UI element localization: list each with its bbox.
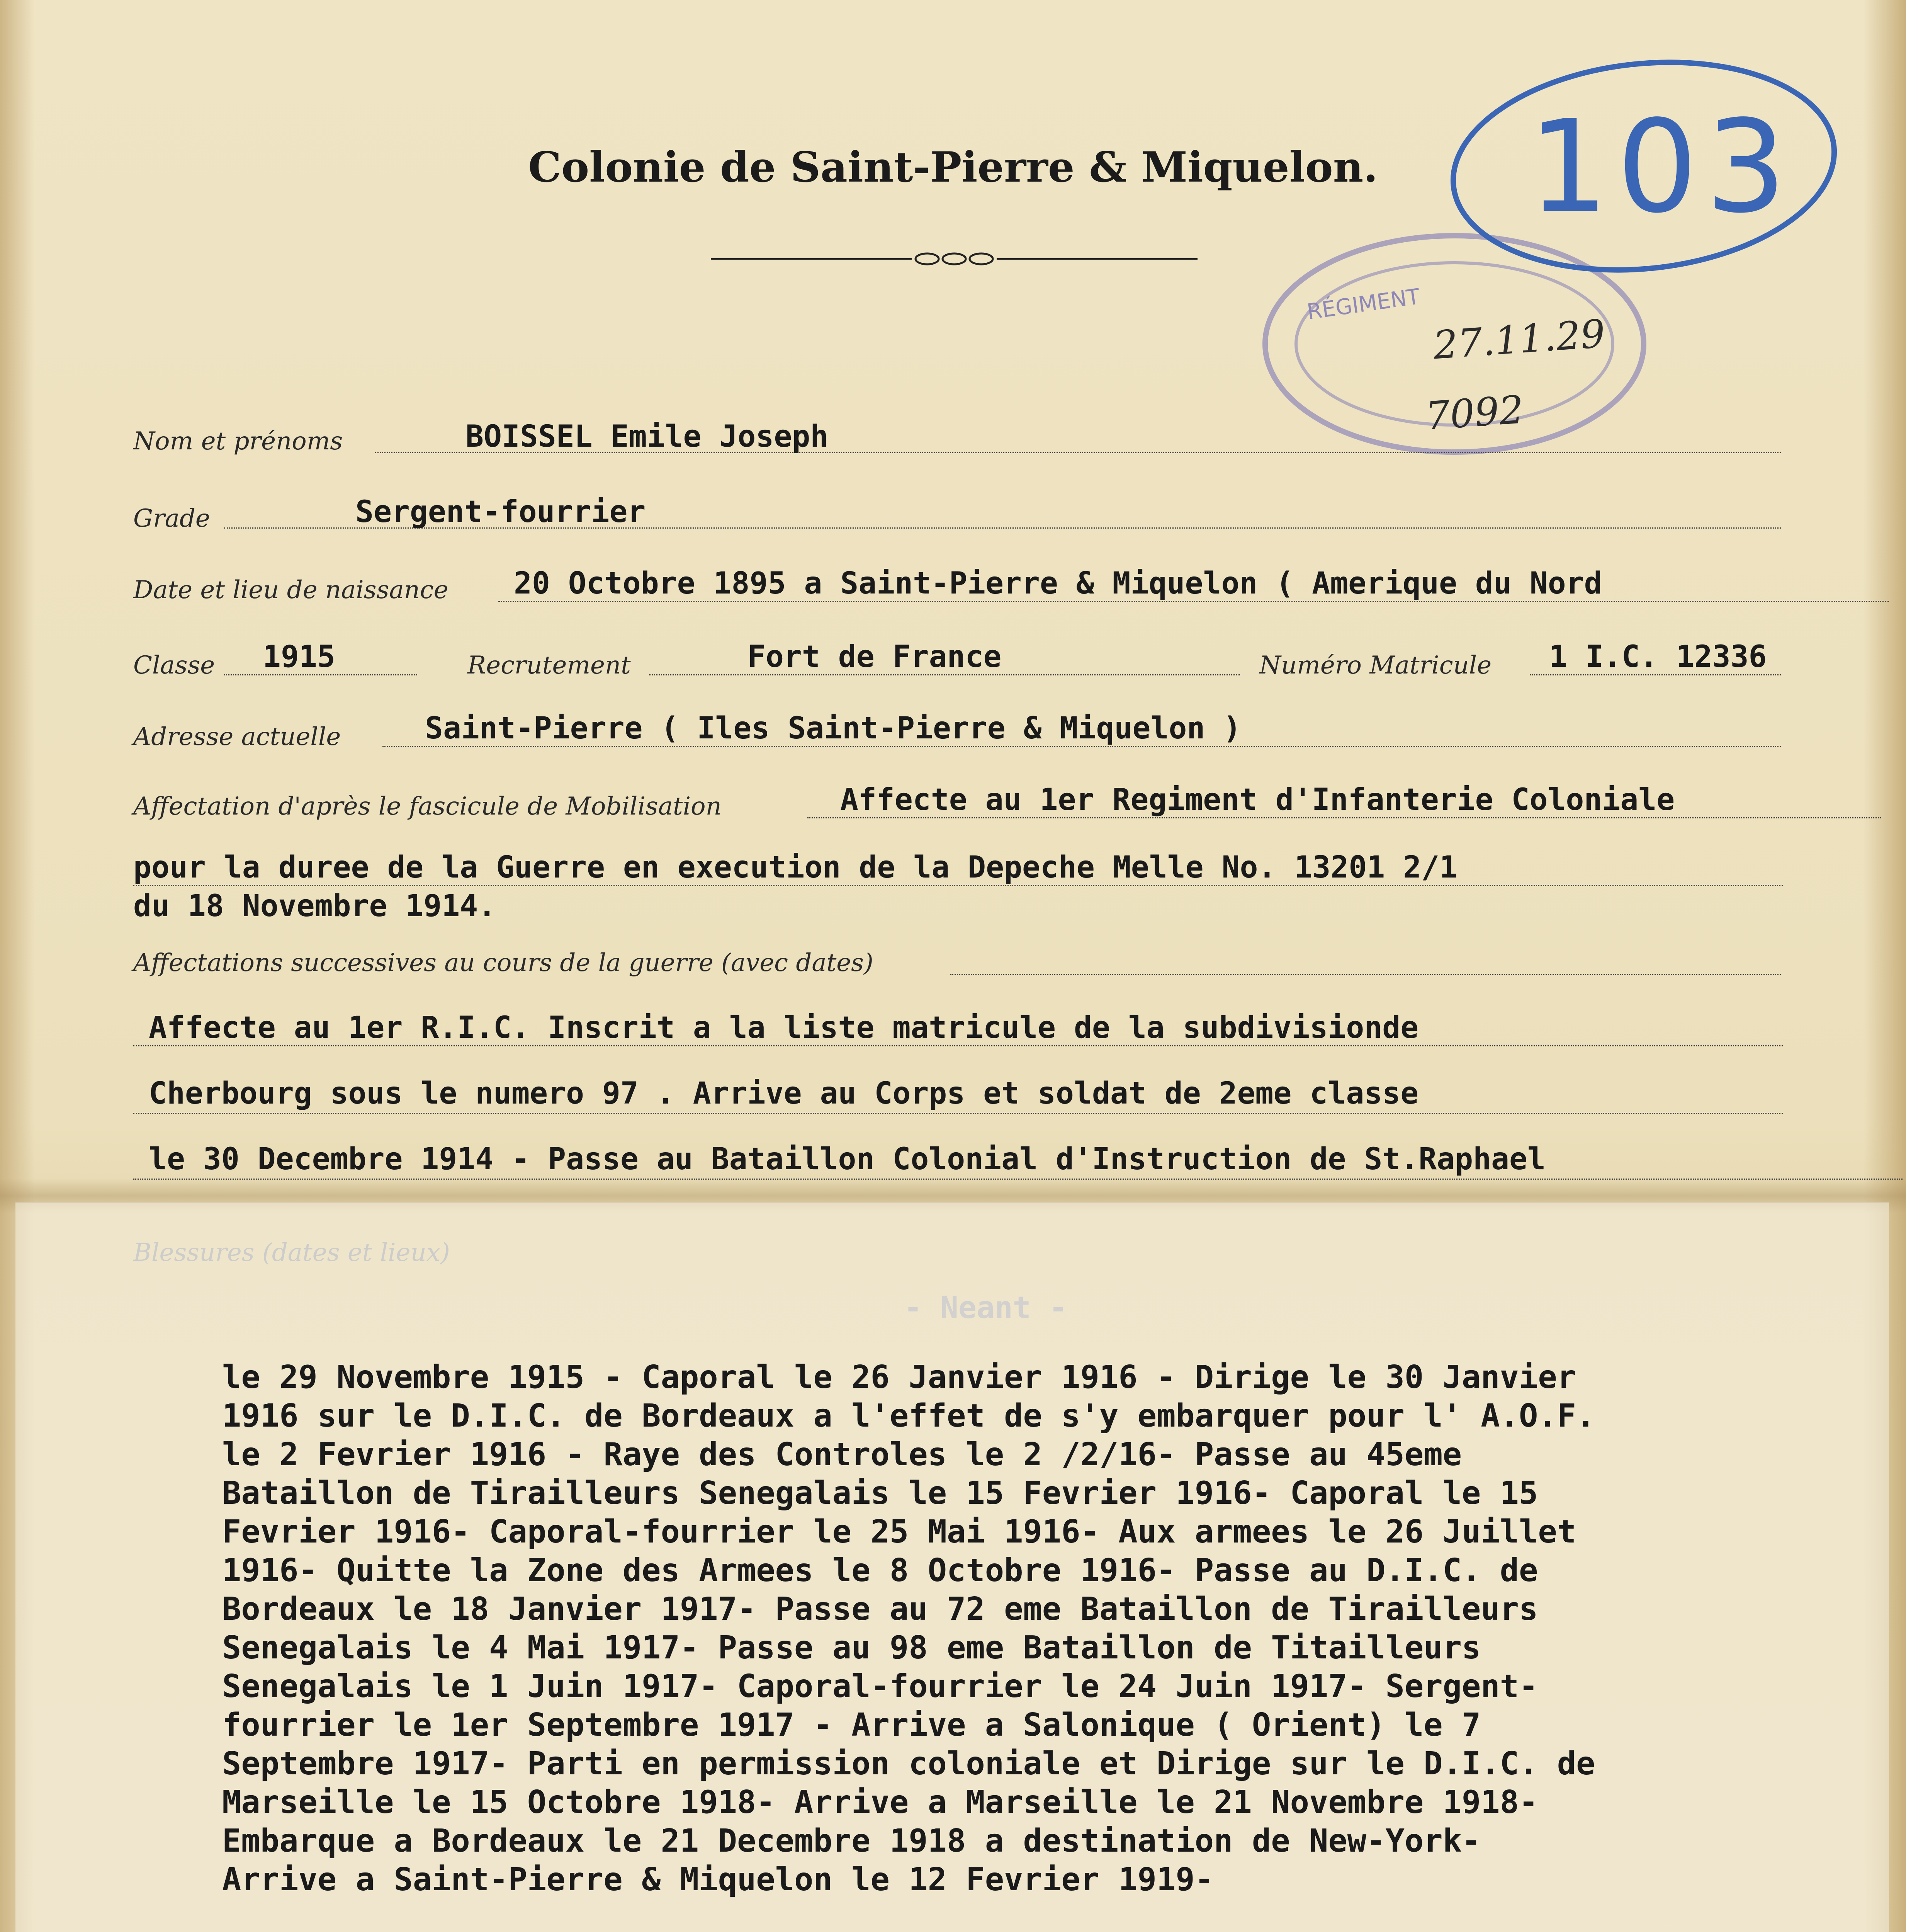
- continuation-text: [222, 1358, 1883, 1899]
- classe-value: 1915: [263, 639, 335, 674]
- affectation-line-1: Affecte au 1er Regiment d'Infanterie Coloniale: [840, 782, 1675, 817]
- birth-value: 20 Octobre 1895 a Saint-Pierre & Miquelon ( Amerique du Nord: [514, 566, 1602, 601]
- recrutement-line: [649, 674, 1240, 675]
- successives-line-2: Cherbourg sous le numero 97 . Arrive au Corps et soldat de 2eme classe: [149, 1076, 1419, 1111]
- name-label: Nom et prénoms: [133, 427, 343, 456]
- continuation-line: 1916- Quitte la Zone des Armees le 8 Octobre 1916- Passe au D.I.C. de: [222, 1552, 1538, 1589]
- successives-line-1: Affecte au 1er R.I.C. Inscrit a la liste matricule de la subdivisionde: [149, 1010, 1419, 1045]
- continuation-line: Senegalais le 4 Mai 1917- Passe au 98 eme Bataillon de Titailleurs: [222, 1629, 1481, 1666]
- handwritten-date-note: 27.11.29: [1432, 311, 1607, 368]
- handwritten-number-note: 7092: [1424, 387, 1525, 439]
- continuation-line: Septembre 1917- Parti en permission coloniale et Dirige sur le D.I.C. de: [222, 1745, 1595, 1782]
- continuation-line: Fevrier 1916- Caporal-fourrier le 25 Mai 1916- Aux armees le 26 Juillet: [222, 1514, 1576, 1550]
- grade-value: Sergent-fourrier: [355, 495, 646, 529]
- matricule-label: Numéro Matricule: [1259, 651, 1492, 680]
- title-ornament-icon: [711, 251, 1198, 267]
- matricule-line: [1530, 674, 1781, 675]
- regiment-stamp-text: RÉGIMENT: [1305, 284, 1422, 325]
- birth-label: Date et lieu de naissance: [133, 576, 448, 604]
- continuation-line: Marseille le 15 Octobre 1918- Arrive a Marseille le 21 Novembre 1918-: [222, 1784, 1538, 1821]
- successives-line-3: le 30 Decembre 1914 - Passe au Bataillon Colonial d'Instruction de St.Raphael: [149, 1142, 1546, 1177]
- recrutement-label: Recrutement: [467, 651, 631, 680]
- continuation-line: le 2 Fevrier 1916 - Raye des Controles le 2 /2/16- Passe au 45eme: [222, 1436, 1462, 1473]
- continuation-line: Bataillon de Tirailleurs Senegalais le 15 Fevrier 1916- Caporal le 15: [222, 1475, 1538, 1512]
- continuation-line: Senegalais le 1 Juin 1917- Caporal-fourrier le 24 Juin 1917- Sergent-: [222, 1668, 1538, 1705]
- continuation-line: Embarque a Bordeaux le 21 Decembre 1918 a destination de New-York-: [222, 1823, 1481, 1859]
- continuation-line: fourrier le 1er Septembre 1917 - Arrive a Salonique ( Orient) le 7: [222, 1707, 1481, 1743]
- recrutement-value: Fort de France: [747, 639, 1002, 674]
- successives-rule-2: [133, 1113, 1783, 1114]
- classe-label: Classe: [133, 651, 215, 680]
- number-stamp-text: 103: [1528, 93, 1794, 241]
- name-value: BOISSEL Emile Joseph: [465, 419, 829, 454]
- grade-label: Grade: [133, 504, 210, 533]
- affectation-label: Affectation d'après le fascicule de Mobilisation: [133, 792, 722, 821]
- address-line: [382, 746, 1781, 747]
- continuation-line: 1916 sur le D.I.C. de Bordeaux a l'effet de s'y embarquer pour l' A.O.F.: [222, 1398, 1595, 1434]
- successives-label: Affectations successives au cours de la guerre (avec dates): [133, 949, 873, 977]
- classe-line: [224, 674, 417, 675]
- continuation-line: Arrive a Saint-Pierre & Miquelon le 12 Fevrier 1919-: [222, 1861, 1214, 1898]
- matricule-value: 1 I.C. 12336: [1549, 639, 1767, 674]
- address-label: Adresse actuelle: [133, 723, 341, 751]
- address-value: Saint-Pierre ( Iles Saint-Pierre & Miquelon ): [425, 711, 1242, 746]
- document-title: Colonie de Saint-Pierre & Miquelon.: [528, 143, 1378, 192]
- successives-line: [950, 974, 1781, 975]
- affectation-line-3: du 18 Novembre 1914.: [133, 889, 496, 923]
- affectation-line: [807, 817, 1881, 818]
- continuation-line: le 29 Novembre 1915 - Caporal le 26 Janvier 1916 - Dirige le 30 Janvier: [222, 1359, 1576, 1396]
- continuation-line: Bordeaux le 18 Janvier 1917- Passe au 72 eme Bataillon de Tirailleurs: [222, 1591, 1538, 1628]
- successives-rule-1: [133, 1045, 1783, 1046]
- birth-line: [498, 601, 1889, 602]
- affectation-line-b: [133, 885, 1783, 886]
- affectation-line-2: pour la duree de la Guerre en execution de la Depeche Melle No. 13201 2/1: [133, 850, 1458, 885]
